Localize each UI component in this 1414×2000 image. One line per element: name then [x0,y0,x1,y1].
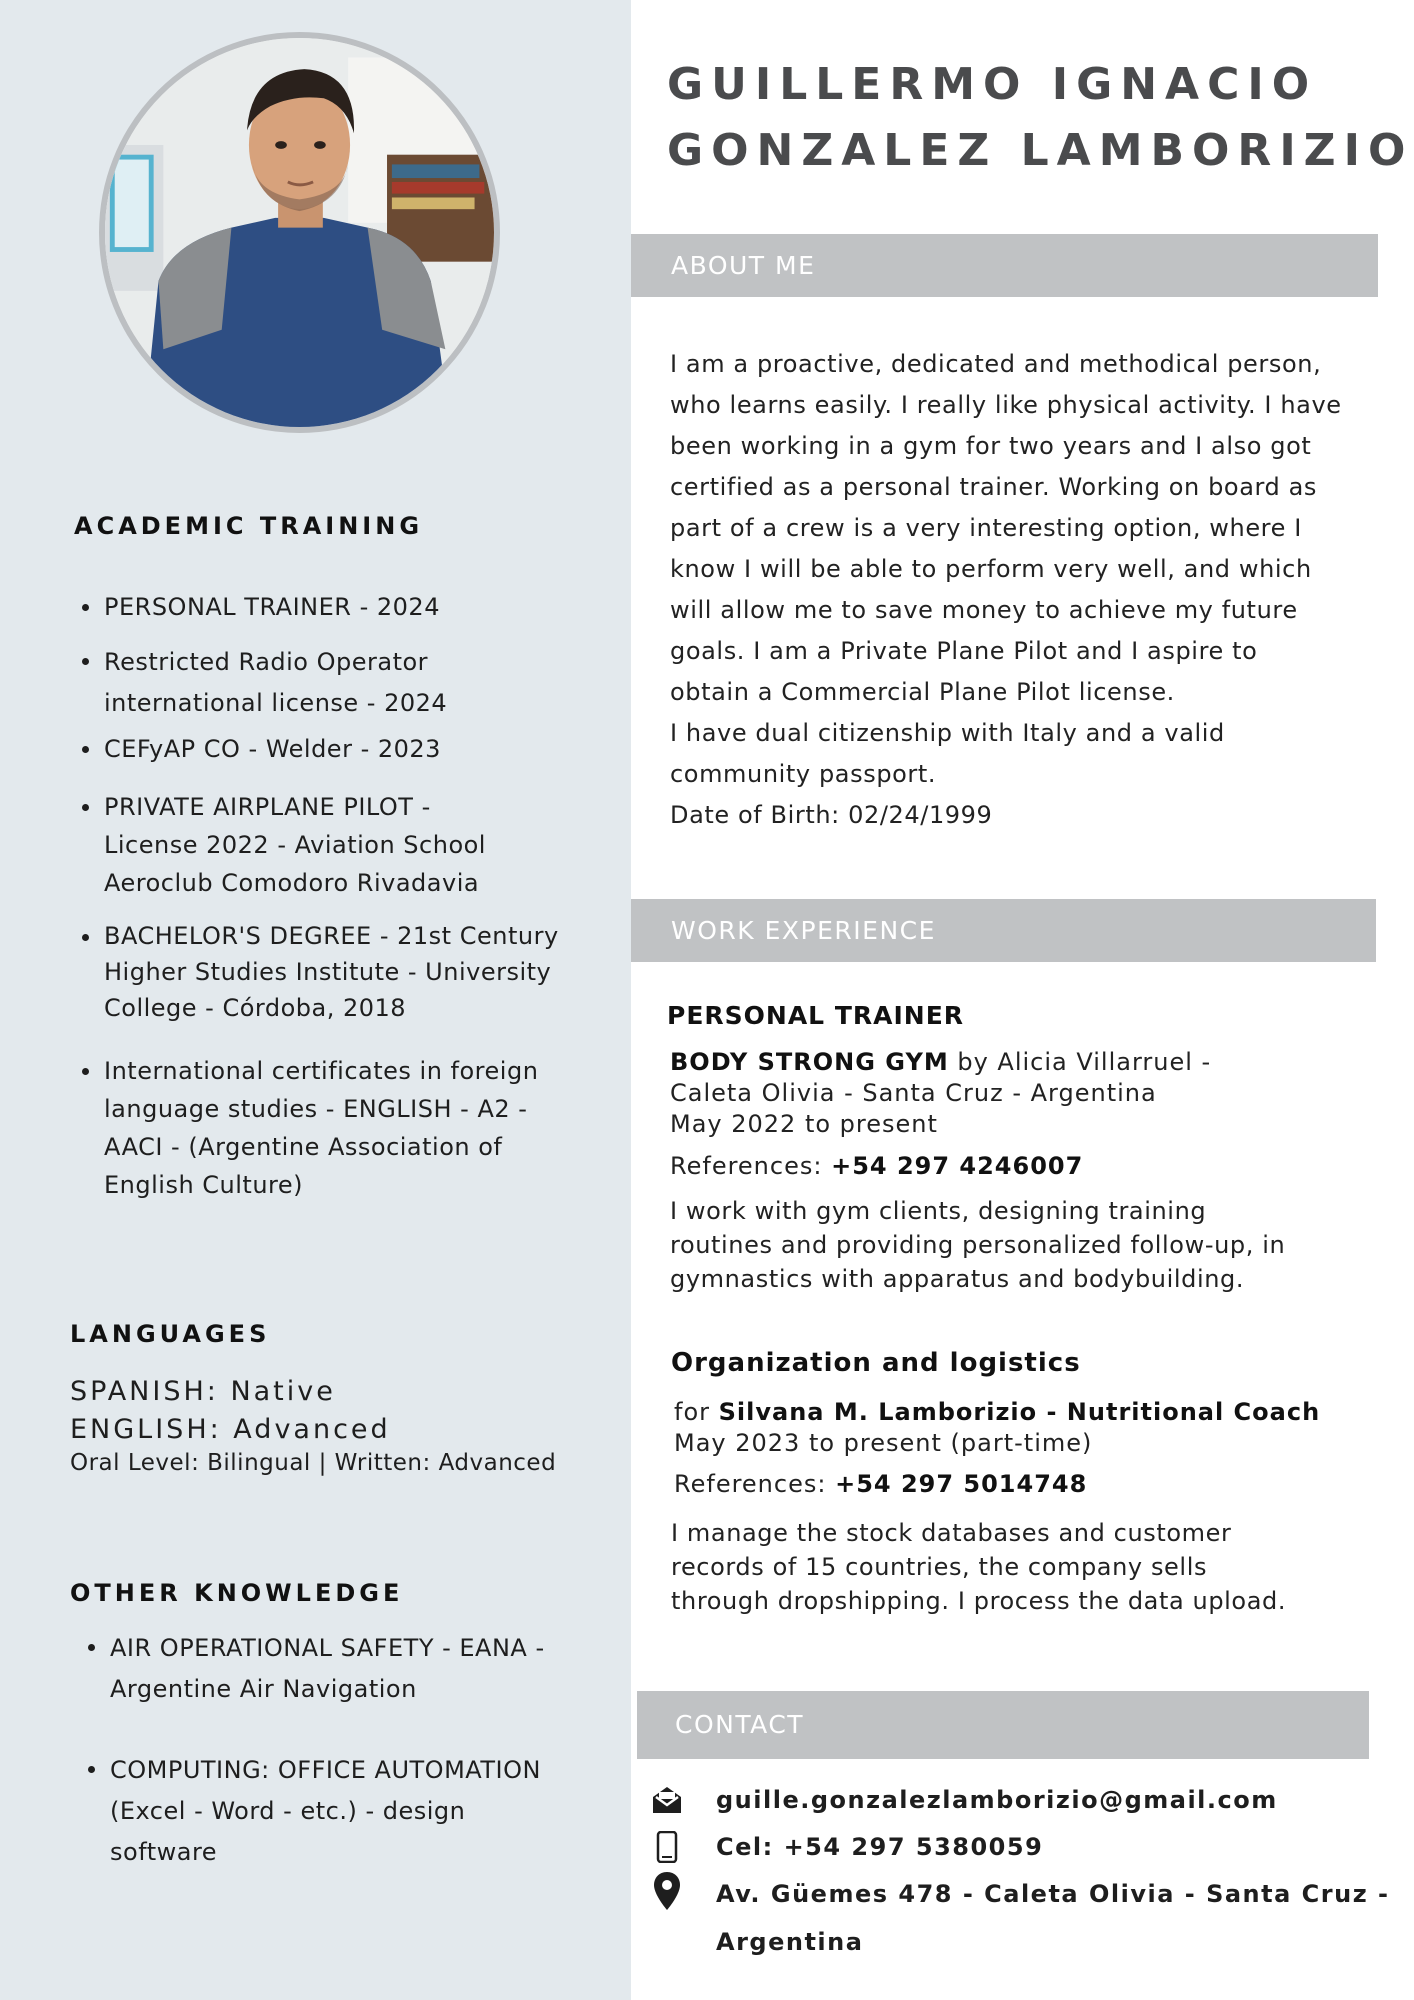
list-item [80,1750,620,1873]
academic-training-heading: ACADEMIC TRAINING [74,512,424,540]
list-item-text: software [110,1838,218,1866]
full-name [667,52,1413,184]
profile-photo [99,32,500,433]
list-item-text: License 2022 - Aviation School [104,831,486,859]
languages-heading: LANGUAGES [70,1320,271,1348]
about-line: part of a crew is a very interesting option, where I [670,514,1302,542]
job1-company-owner: by Alicia Villarruel - [948,1048,1212,1076]
list-item [74,1052,614,1204]
job2-references [674,1469,1087,1500]
list-item-text: BACHELOR'S DEGREE - 21st Century [104,922,559,950]
envelope-icon [650,1783,684,1817]
job1-company-name: BODY STRONG GYM [670,1048,949,1076]
list-item [74,918,614,1026]
list-item [74,730,614,768]
job2-description-line: through dropshipping. I process the data upload. [671,1587,1287,1615]
job2-references-phone: +54 297 5014748 [835,1470,1088,1498]
job2-for-label: for [674,1398,719,1426]
contact-address-line2: Argentina [716,1928,864,1956]
job1-references-label: References: [670,1152,832,1180]
job1-references-phone: +54 297 4246007 [831,1152,1084,1180]
about-line: goals. I am a Private Plane Pilot and I aspire to [670,637,1258,665]
language-levels-note: Oral Level: Bilingual | Written: Advanced [70,1450,557,1476]
job2-employer [674,1397,1320,1428]
list-item-text: Argentine Air Navigation [110,1675,417,1703]
other-knowledge-heading: OTHER KNOWLEDGE [70,1579,404,1607]
list-item-text: International certificates in foreign [104,1057,539,1085]
list-item-text: English Culture) [104,1171,304,1199]
job2-description-line: I manage the stock databases and customer [671,1519,1232,1547]
job2-title: Organization and logistics [671,1348,1081,1378]
list-item-text: COMPUTING: OFFICE AUTOMATION [110,1756,541,1784]
job2-references-label: References: [674,1470,836,1498]
about-me-heading: ABOUT ME [631,234,1378,297]
date-of-birth: Date of Birth: 02/24/1999 [670,801,993,829]
job1-title: PERSONAL TRAINER [667,1001,965,1030]
academic-training-list [74,588,614,1204]
list-item-text: AIR OPERATIONAL SAFETY - EANA - [110,1634,545,1662]
job1-description-line: gymnastics with apparatus and bodybuilding. [670,1265,1245,1293]
about-line: certified as a personal trainer. Working on board as [670,473,1318,501]
contact-email[interactable]: guille.gonzalezlamborizio@gmail.com [716,1786,1278,1814]
other-knowledge-list [80,1628,620,1873]
location-pin-icon [650,1874,684,1908]
job1-description-line: routines and providing personalized follow-up, in [670,1231,1286,1259]
language-spanish: SPANISH: Native [70,1376,336,1407]
job1-location: Caleta Olivia - Santa Cruz - Argentina [670,1079,1157,1107]
about-line: know I will be able to perform very well, and which [670,555,1312,583]
contact-address [716,1870,1389,1966]
list-item-text: Higher Studies Institute - University [104,958,552,986]
list-item [74,788,614,902]
list-item-text: Restricted Radio Operator [104,648,429,676]
contact-address-line1: Av. Güemes 478 - Caleta Olivia - Santa Cruz - [716,1880,1390,1908]
list-item [80,1628,620,1710]
list-item-text: College - Córdoba, 2018 [104,994,407,1022]
about-line: will allow me to save money to achieve my future [670,596,1298,624]
about-line: I am a proactive, dedicated and methodical person, [670,350,1322,378]
list-item-text: AACI - (Argentine Association of [104,1133,503,1161]
list-item-text: international license - 2024 [104,689,448,717]
full-name-line1: GUILLERMO IGNACIO [667,59,1318,110]
job1-description-line: I work with gym clients, designing training [670,1197,1207,1225]
list-item-text: language studies - ENGLISH - A2 - [104,1095,528,1123]
about-line: obtain a Commercial Plane Pilot license. [670,678,1175,706]
job2-description [671,1516,1311,1618]
job1-references [670,1151,1083,1182]
contact-heading: CONTACT [637,1691,1369,1759]
list-item [74,642,614,724]
job2-description-line: records of 15 countries, the company sells [671,1553,1208,1581]
job1-description [670,1194,1310,1296]
list-item-text: (Excel - Word - etc.) - design [110,1797,466,1825]
contact-email-row [650,1776,1390,1824]
job2-period: May 2023 to present (part-time) [674,1429,1093,1457]
full-name-line2: GONZALEZ LAMBORIZIO [667,125,1414,176]
about-line: been working in a gym for two years and I also got [670,432,1312,460]
contact-phone[interactable]: Cel: +54 297 5380059 [716,1833,1044,1861]
list-item-text: PRIVATE AIRPLANE PILOT - [104,793,431,821]
about-line: who learns easily. I really like physical activity. I have [670,391,1342,419]
job1-period: May 2022 to present [670,1110,938,1138]
about-line: I have dual citizenship with Italy and a valid [670,719,1225,747]
profile-photo-image [105,38,494,427]
list-item-text: PERSONAL TRAINER - 2024 [104,593,440,621]
list-item [74,588,614,626]
list-item-text: Aeroclub Comodoro Rivadavia [104,869,480,897]
job1-company [670,1047,1211,1078]
list-item-text: CEFyAP CO - Welder - 2023 [104,735,441,763]
about-line: community passport. [670,760,937,788]
job2-employer-name: Silvana M. Lamborizio - Nutritional Coach [718,1398,1321,1426]
about-me-text [670,344,1360,836]
language-english: ENGLISH: Advanced [70,1414,391,1445]
work-experience-heading: WORK EXPERIENCE [631,899,1376,962]
left-sidebar [0,0,631,2000]
contact-phone-row [650,1823,1390,1871]
mobile-phone-icon [650,1830,684,1864]
contact-address-row [650,1870,1390,1966]
